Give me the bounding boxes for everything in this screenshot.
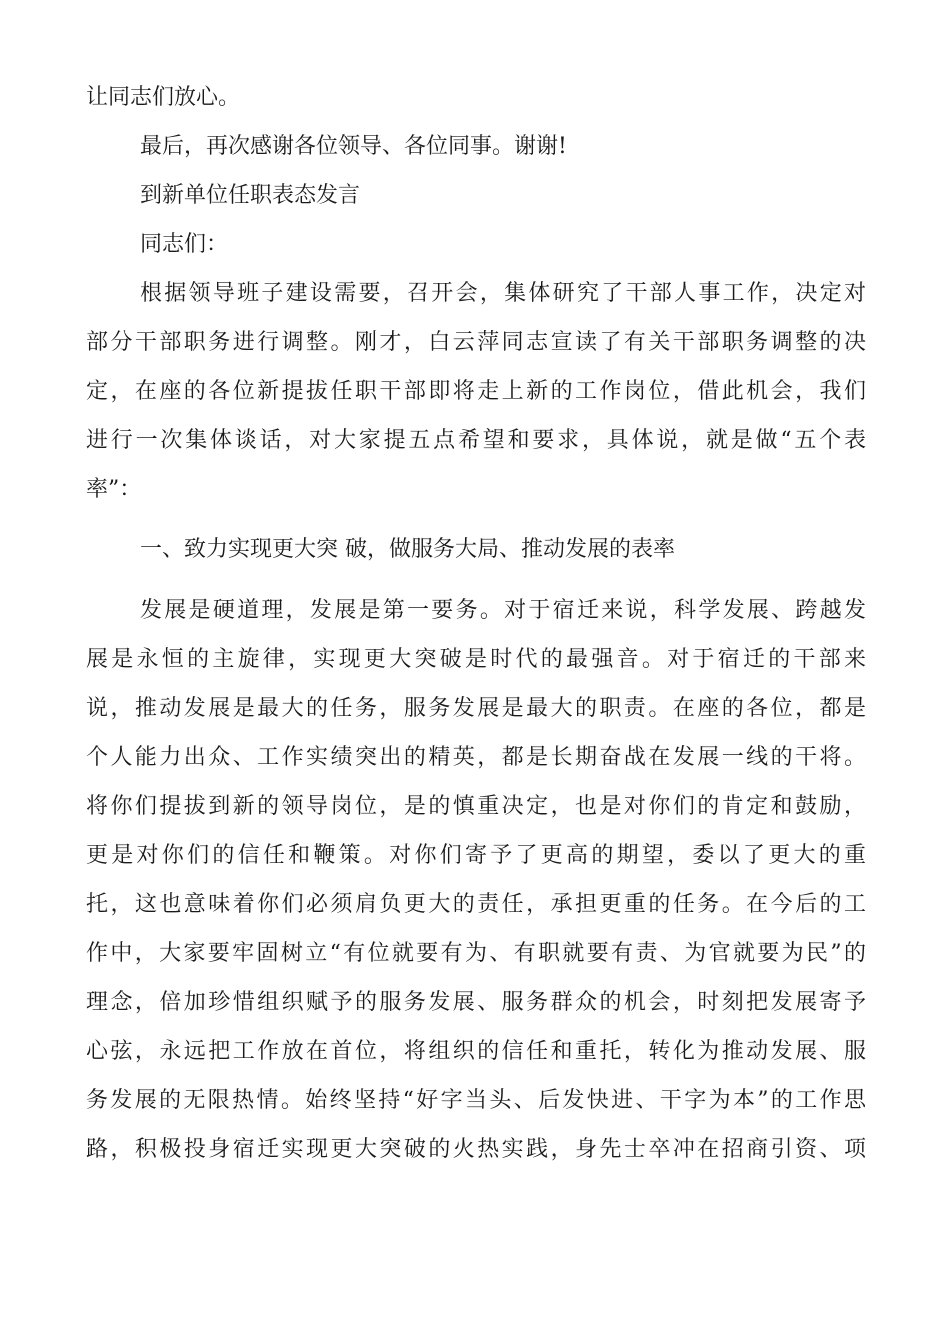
paragraph-line: 展是永恒的主旋律，实现更大突破是时代的最强音。对于宿迁的干部来 xyxy=(86,647,866,672)
paragraph-line: 率”： xyxy=(86,477,142,502)
paragraph-line: 发展是硬道理，发展是第一要务。对于宿迁来说，科学发展、跨越发 xyxy=(140,598,866,623)
paragraph-line: 根据领导班子建设需要，召开会，集体研究了干部人事工作，决定对 xyxy=(140,281,866,306)
paragraph-line: 进行一次集体谈话，对大家提五点希望和要求，具体说，就是做“五个表 xyxy=(86,428,866,453)
paragraph-line: 个人能力出众、工作实绩突出的精英，都是长期奋战在发展一线的干将。 xyxy=(86,745,866,770)
paragraph-line: 定，在座的各位新提拔任职干部即将走上新的工作岗位，借此机会，我们 xyxy=(86,379,866,404)
salutation: 同志们： xyxy=(140,232,229,257)
closing-thanks-line: 最后，再次感谢各位领导、各位同事。谢谢! xyxy=(140,134,567,159)
paragraph-line: 心弦，永远把工作放在首位，将组织的信任和重托，转化为推动发展、服 xyxy=(86,1039,866,1064)
paragraph-line: 路，积极投身宿迁实现更大突破的火热实践，身先士卒冲在招商引资、项 xyxy=(86,1137,866,1162)
paragraph-line: 说，推动发展是最大的任务，服务发展是最大的职责。在座的各位，都是 xyxy=(86,696,866,721)
section-title: 到新单位任职表态发言 xyxy=(140,183,361,208)
paragraph-line: 将你们提拔到新的领导岗位，是的慎重决定，也是对你们的肯定和鼓励， xyxy=(86,794,866,819)
paragraph-line: 更是对你们的信任和鞭策。对你们寄予了更高的期望，委以了更大的重 xyxy=(86,843,866,868)
paragraph-line: 让同志们放心。 xyxy=(86,85,241,110)
paragraph-line: 作中，大家要牢固树立“有位就要有为、有职就要有责、为官就要为民”的 xyxy=(86,941,866,966)
paragraph-line: 理念，倍加珍惜组织赋予的服务发展、服务群众的机会，时刻把发展寄予 xyxy=(86,990,866,1015)
paragraph-line: 务发展的无限热情。始终坚持“好字当头、后发快进、干字为本”的工作思 xyxy=(86,1088,866,1113)
paragraph-line: 托，这也意味着你们必须肩负更大的责任，承担更重的任务。在今后的工 xyxy=(86,892,866,917)
subsection-heading: 一、致力实现更大突 破，做服务大局、推动发展的表率 xyxy=(140,537,675,562)
paragraph-line: 部分干部职务进行调整。刚才，白云萍同志宣读了有关干部职务调整的决 xyxy=(86,330,866,355)
